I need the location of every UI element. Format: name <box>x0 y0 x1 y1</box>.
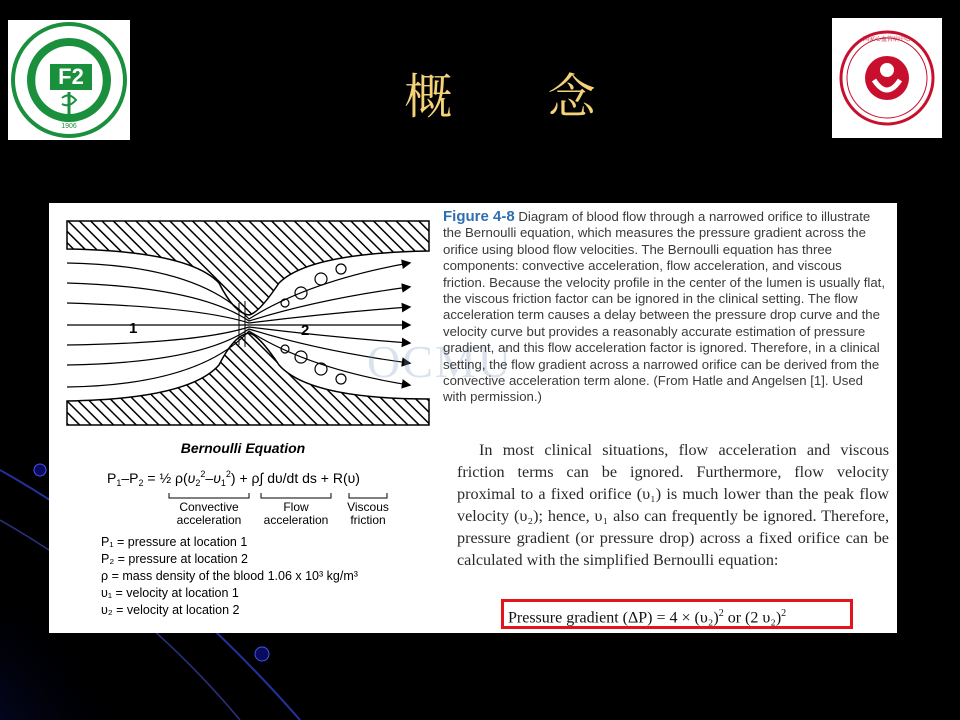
formula-part-2: or (2 υ₂) <box>723 609 782 627</box>
definition-rho: ρ = mass density of the blood 1.06 x 10³ kg/m³ <box>101 569 358 583</box>
figure-panel <box>49 203 897 633</box>
body-paragraph-text: In most clinical situations, flow acceleration and viscous friction terms can be ignored. Furthermore, flow velocity proximal to a fixed orifice (υ₁) is much lower than the peak flow velocity (υ₂); hence, υ₁ also can frequently be ignored. Therefore, pressure gradient (or pressure drop) across a fixed orifice can be calculated with the simplified Bernoulli equation: <box>457 441 889 569</box>
caption-text: Diagram of blood flow through a narrowed orifice to illustrate the Bernoulli equation, which measures the pressure gradient across the orifice using blood flow velocities. The Bernoulli equation has three components: convective acceleration, flow acceleration, and viscous friction. Because the velocity profile in the center of the lumen is usually flat, the viscous friction factor can be ignored in the clinical setting. The flow acceleration term causes a delay between the pressure drop curve and the velocity curve but provides a reasonably accurate estimation of pressure gradient, and this flow acceleration factor is ignored. Therefore, in a clinical setting, the flow gradient across a narrowed orifice can be derived from the convective acceleration term alone. (From Hatle and Angelsen [1]. Used with permission.) <box>443 209 886 405</box>
flow-label-1: Flow <box>283 500 309 514</box>
formula-exponent-2: 2 <box>781 608 787 619</box>
equation-heading: Bernoulli Equation <box>180 440 306 456</box>
simplified-bernoulli-formula <box>501 599 853 629</box>
location-1-label: 1 <box>129 320 138 337</box>
cardio-center-logo-right <box>832 18 942 138</box>
logo-year: 1906 <box>61 123 77 130</box>
logo-badge: F2 <box>48 62 94 92</box>
figure-label: Figure 4-8 <box>443 208 515 225</box>
body-paragraph <box>457 439 889 571</box>
viscous-label-1: Viscous <box>347 500 389 514</box>
figure-caption <box>443 209 885 406</box>
vessel-wall-top <box>67 221 429 315</box>
definition-p1: P₁ = pressure at location 1 <box>101 535 248 549</box>
definition-p2: P₂ = pressure at location 2 <box>101 552 248 566</box>
bernoulli-formula <box>107 469 360 488</box>
viscous-label-2: friction <box>350 513 386 527</box>
convective-label-2: acceleration <box>176 513 242 527</box>
formula-exponent-1: 2 <box>718 608 724 619</box>
formula-part-1: Pressure gradient (ΔP) = 4 × (υ₂) <box>508 609 719 627</box>
location-2-label: 2 <box>301 322 310 339</box>
logo-right-text: 国家心血管病中心 <box>862 36 911 43</box>
svg-text:P1–P2 = ½ ρ(υ22–υ12) + ρ∫: $P_1-P_2$ = ½ $\rho(\upsilon_2^2-\upsilon_1^2) + \rho\int$ dυ/dt ds + R(υ) <box>107 469 360 488</box>
convective-label-1: Convective <box>179 500 239 514</box>
definition-v1: υ₁ = velocity at location 1 <box>101 586 239 600</box>
vortices <box>281 264 346 384</box>
definition-v2: υ₂ = velocity at location 2 <box>101 603 240 617</box>
flow-label-2: acceleration <box>263 513 329 527</box>
watermark: OCMU <box>367 336 514 387</box>
slide-title: 概 念 <box>404 69 636 125</box>
bernoulli-diagram <box>49 203 437 633</box>
